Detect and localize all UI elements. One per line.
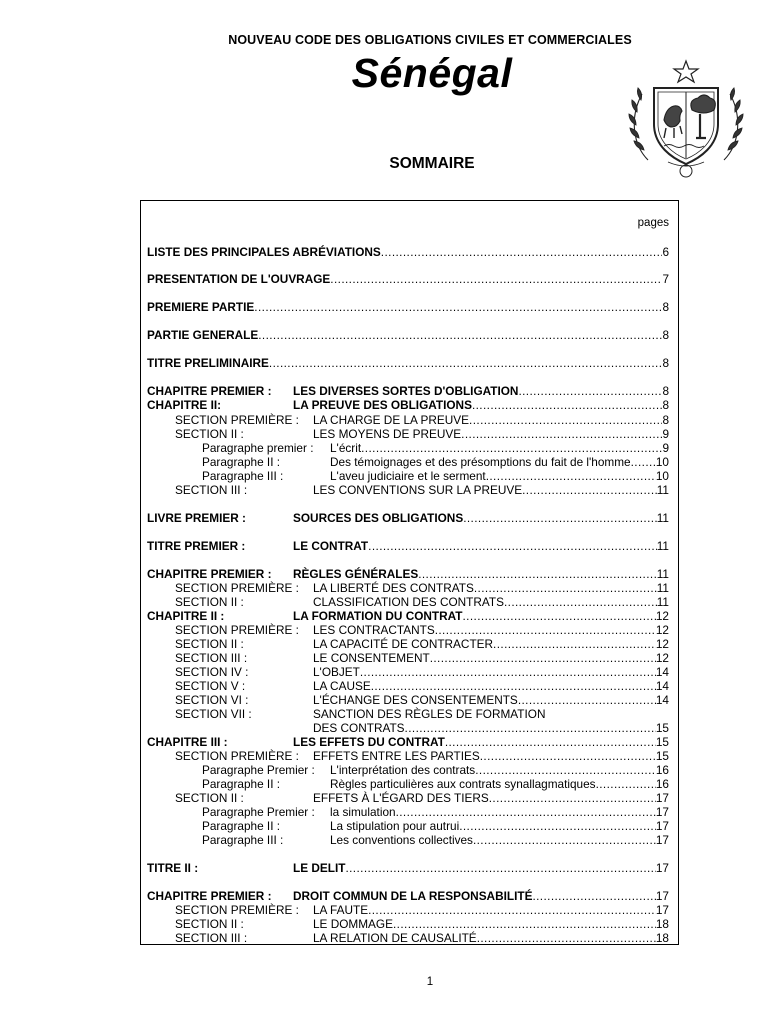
toc-entry-label: SECTION II : [175,917,244,931]
toc-entry-label: LIVRE PREMIER : [147,511,246,525]
page-number: 1 [426,976,434,988]
toc-entry-page: 8 [662,328,669,342]
toc-entry-label: SECTION II : [175,637,244,651]
toc-entry-label: SECTION II : [175,595,244,609]
toc-entry-page: 9 [662,441,669,455]
toc-entry [202,455,669,469]
pages-column-label: pages [637,217,669,229]
toc-entry-page: 8 [662,413,669,427]
toc-entry-label: Paragraphe premier : [202,441,314,455]
toc-entry-page: 11 [656,511,669,525]
toc-leader-dots [371,679,656,693]
toc-leader-dots [522,483,657,497]
toc-leader-dots [631,455,656,469]
toc-entry [175,693,669,707]
toc-entry-page: 12 [655,609,669,623]
toc-entry [175,917,669,931]
toc-entry-title: PRESENTATION DE L'OUVRAGE [147,272,331,286]
toc-entry [147,609,669,623]
toc-entry-label: CHAPITRE II : [147,609,225,623]
toc-entry-title: LES EFFETS DU CONTRAT [293,735,445,749]
toc-entry [147,567,669,581]
toc-entry [175,651,669,665]
toc-entry-page: 15 [655,735,669,749]
toc-entry-label: TITRE PREMIER : [147,539,246,553]
toc-entry [147,398,669,412]
toc-entry-label: SECTION III : [175,931,248,945]
toc-entry-title: La stipulation pour autrui [330,819,460,833]
toc-entry-title: LE DELIT [293,861,346,875]
toc-entry-title: L'interprétation des contrats [330,763,476,777]
toc-entry-title: SANCTION DES RÈGLES DE FORMATION [313,707,546,721]
toc-leader-dots [477,931,656,945]
toc-entry-title: LES DIVERSES SORTES D'OBLIGATION [293,384,519,398]
toc-entry-page: 8 [662,356,669,370]
toc-entry [175,427,669,441]
toc-entry-title: LISTE DES PRINCIPALES ABRÉVIATIONS [147,245,381,259]
toc-entry [147,735,669,749]
toc-leader-dots [504,595,657,609]
toc-leader-dots [518,384,662,398]
toc-entry-title: EFFETS À L'ÉGARD DES TIERS [313,791,489,805]
toc-entry-page: 18 [655,917,669,931]
toc-entry-title: RÈGLES GÉNÉRALES [293,567,419,581]
toc-entry-title: Des témoignages et des présomptions du fait de l'homme [330,455,631,469]
toc-entry [175,623,669,637]
toc-leader-dots [463,511,657,525]
toc-entry-page: 8 [662,384,669,398]
toc-leader-dots [330,272,662,286]
toc-leader-dots [396,805,656,819]
toc-entry [147,356,669,370]
toc-entry-label: SECTION V : [175,679,246,693]
toc-entry-title: DROIT COMMUN DE LA RESPONSABILITÉ [293,889,533,903]
toc-entry-title: LES CONTRACTANTS [313,623,435,637]
toc-leader-dots [474,581,657,595]
toc-entry-label: CHAPITRE PREMIER : [147,567,272,581]
toc-entry [175,707,669,721]
toc-entry [175,931,669,945]
toc-entry [202,469,669,483]
toc-entry [175,749,669,763]
toc-leader-dots [418,567,657,581]
toc-entry-title: LA FAUTE [313,903,369,917]
toc-entry-page: 17 [655,805,669,819]
toc-entry-title: DES CONTRATS [313,721,405,735]
toc-entry [202,441,669,455]
toc-entry [175,413,669,427]
toc-entry-page: 11 [656,539,669,553]
toc-leader-dots [486,469,656,483]
toc-entry-title: Règles particulières aux contrats synallagmatiques [330,777,596,791]
toc-entry-title: PREMIERE PARTIE [147,300,255,314]
toc-entry-label: Paragraphe III : [202,833,284,847]
toc-entry-label: TITRE II : [147,861,199,875]
toc-entry-label: SECTION PREMIÈRE : [175,413,299,427]
toc-entry-title: L'aveu judiciaire et le serment [330,469,486,483]
toc-entry-page: 11 [656,581,669,595]
toc-entry [175,595,669,609]
toc-entry-label: SECTION III : [175,651,248,665]
toc-entry-title: LA CAPACITÉ DE CONTRACTER [313,637,494,651]
toc-entry [175,581,669,595]
toc-entry-label: CHAPITRE III : [147,735,228,749]
toc-entry [147,861,669,875]
toc-entry-title: L'ÉCHANGE DES CONSENTEMENTS [313,693,518,707]
toc-leader-dots [345,861,655,875]
toc-entry [202,833,669,847]
toc-entry-label: SECTION VII : [175,707,252,721]
toc-entry-title: LA CHARGE DE LA PREUVE [313,413,470,427]
toc-entry-label: Paragraphe Premier : [202,805,315,819]
toc-entry-title: LA PREUVE DES OBLIGATIONS [293,398,472,412]
toc-leader-dots [493,637,656,651]
toc-entry [175,721,669,735]
toc-entry [202,819,669,833]
sommaire-heading: SOMMAIRE [389,155,475,172]
toc-entry-page: 17 [655,861,669,875]
toc-leader-dots [368,539,657,553]
toc-entry-title: LA RELATION DE CAUSALITÉ [313,931,477,945]
toc-entry-page: 17 [655,791,669,805]
toc-entry [202,763,669,777]
toc-entry-title: la simulation [330,805,396,819]
toc-entry-label: Paragraphe II : [202,819,281,833]
toc-entry-title: LE CONTRAT [293,539,369,553]
toc-leader-dots [361,441,662,455]
toc-entry [147,511,669,525]
toc-entry-label: SECTION PREMIÈRE : [175,623,299,637]
toc-entry-title: LES MOYENS DE PREUVE [313,427,462,441]
toc-leader-dots [381,245,663,259]
toc-entry [175,637,669,651]
toc-entry [147,272,669,286]
toc-leader-dots [473,833,656,847]
toc-entry-page: 11 [656,567,669,581]
toc-leader-dots [435,623,656,637]
toc-entry [147,245,669,259]
toc-entry-label: CHAPITRE II: [147,398,222,412]
toc-entry-page: 7 [662,272,669,286]
table-of-contents [140,200,679,945]
toc-entry-page: 12 [655,651,669,665]
toc-entry [175,679,669,693]
toc-entry-title: LE CONSENTEMENT [313,651,430,665]
toc-entry-title: PARTIE GENERALE [147,328,259,342]
document-title: Sénégal [351,50,513,96]
toc-entry [202,805,669,819]
toc-leader-dots [475,763,656,777]
toc-leader-dots [368,903,656,917]
toc-entry-title: LE DOMMAGE [313,917,393,931]
toc-leader-dots [469,413,662,427]
toc-entry [175,483,669,497]
toc-entry-page: 15 [655,721,669,735]
toc-leader-dots [258,328,662,342]
toc-leader-dots [459,819,656,833]
toc-entry-page: 8 [662,300,669,314]
toc-entry-page: 12 [655,623,669,637]
toc-entry-label: SECTION II : [175,791,244,805]
toc-entry-page: 14 [655,679,669,693]
toc-leader-dots [463,609,656,623]
toc-entry-label: SECTION IV : [175,665,249,679]
toc-entry [175,903,669,917]
toc-entry [147,300,669,314]
toc-leader-dots [445,735,656,749]
toc-entry-page: 17 [655,889,669,903]
toc-entry-label: Paragraphe III : [202,469,284,483]
toc-leader-dots [596,777,656,791]
toc-entry-title: L'écrit [330,441,362,455]
toc-entry [147,889,669,903]
toc-leader-dots [405,721,656,735]
toc-entry-label: Paragraphe II : [202,455,281,469]
toc-entry-page: 17 [655,833,669,847]
toc-entry-page: 10 [655,455,669,469]
toc-entry-page: 16 [655,763,669,777]
toc-entry-page: 18 [655,931,669,945]
toc-leader-dots [480,749,656,763]
toc-entry-page: 9 [662,427,669,441]
toc-leader-dots [430,651,656,665]
toc-entry-label: SECTION III : [175,483,248,497]
toc-entry-page: 12 [655,637,669,651]
toc-entry [147,384,669,398]
toc-entry-label: CHAPITRE PREMIER : [147,384,272,398]
document-header: NOUVEAU CODE DES OBLIGATIONS CIVILES ET COMMERCIALES [228,33,632,47]
toc-entry-label: Paragraphe II : [202,777,281,791]
toc-entry-label: SECTION PREMIÈRE : [175,581,299,595]
toc-entry-title: CLASSIFICATION DES CONTRATS [313,595,504,609]
toc-leader-dots [461,427,662,441]
toc-entry-title: Les conventions collectives [330,833,473,847]
toc-entry-title: LA CAUSE [313,679,371,693]
toc-entry-page: 11 [656,483,669,497]
toc-entry-page: 15 [655,749,669,763]
toc-entry-label: CHAPITRE PREMIER : [147,889,272,903]
toc-entry-page: 11 [656,595,669,609]
toc-leader-dots [393,917,656,931]
toc-entry-title: SOURCES DES OBLIGATIONS [293,511,464,525]
toc-entry-title: TITRE PRELIMINAIRE [147,356,269,370]
toc-entry-label: SECTION PREMIÈRE : [175,903,299,917]
toc-entry [147,539,669,553]
toc-leader-dots [269,356,663,370]
toc-entry-page: 16 [655,777,669,791]
toc-entry-label: SECTION PREMIÈRE : [175,749,299,763]
toc-entry [202,777,669,791]
toc-entry-title: EFFETS ENTRE LES PARTIES [313,749,480,763]
toc-leader-dots [489,791,656,805]
toc-leader-dots [472,398,663,412]
toc-entry-page: 17 [655,903,669,917]
toc-entry [175,665,669,679]
toc-entry [147,328,669,342]
toc-leader-dots [254,300,662,314]
toc-entry-label: Paragraphe Premier : [202,763,315,777]
toc-entry-page: 17 [655,819,669,833]
toc-entry-page: 14 [655,665,669,679]
toc-entry [175,791,669,805]
toc-entry-title: LA FORMATION DU CONTRAT [293,609,463,623]
toc-entry-title: L'OBJET [313,665,360,679]
toc-leader-dots [360,665,656,679]
toc-entry-title: LA LIBERTÉ DES CONTRATS [313,581,474,595]
toc-leader-dots [532,889,655,903]
toc-entry-page: 6 [662,245,669,259]
toc-entry-page: 10 [655,469,669,483]
toc-leader-dots [518,693,656,707]
toc-entry-page: 14 [655,693,669,707]
toc-entry-page: 8 [662,398,669,412]
toc-entry-label: SECTION II : [175,427,244,441]
toc-entry-title: LES CONVENTIONS SUR LA PREUVE [313,483,523,497]
toc-entry-label: SECTION VI : [175,693,249,707]
